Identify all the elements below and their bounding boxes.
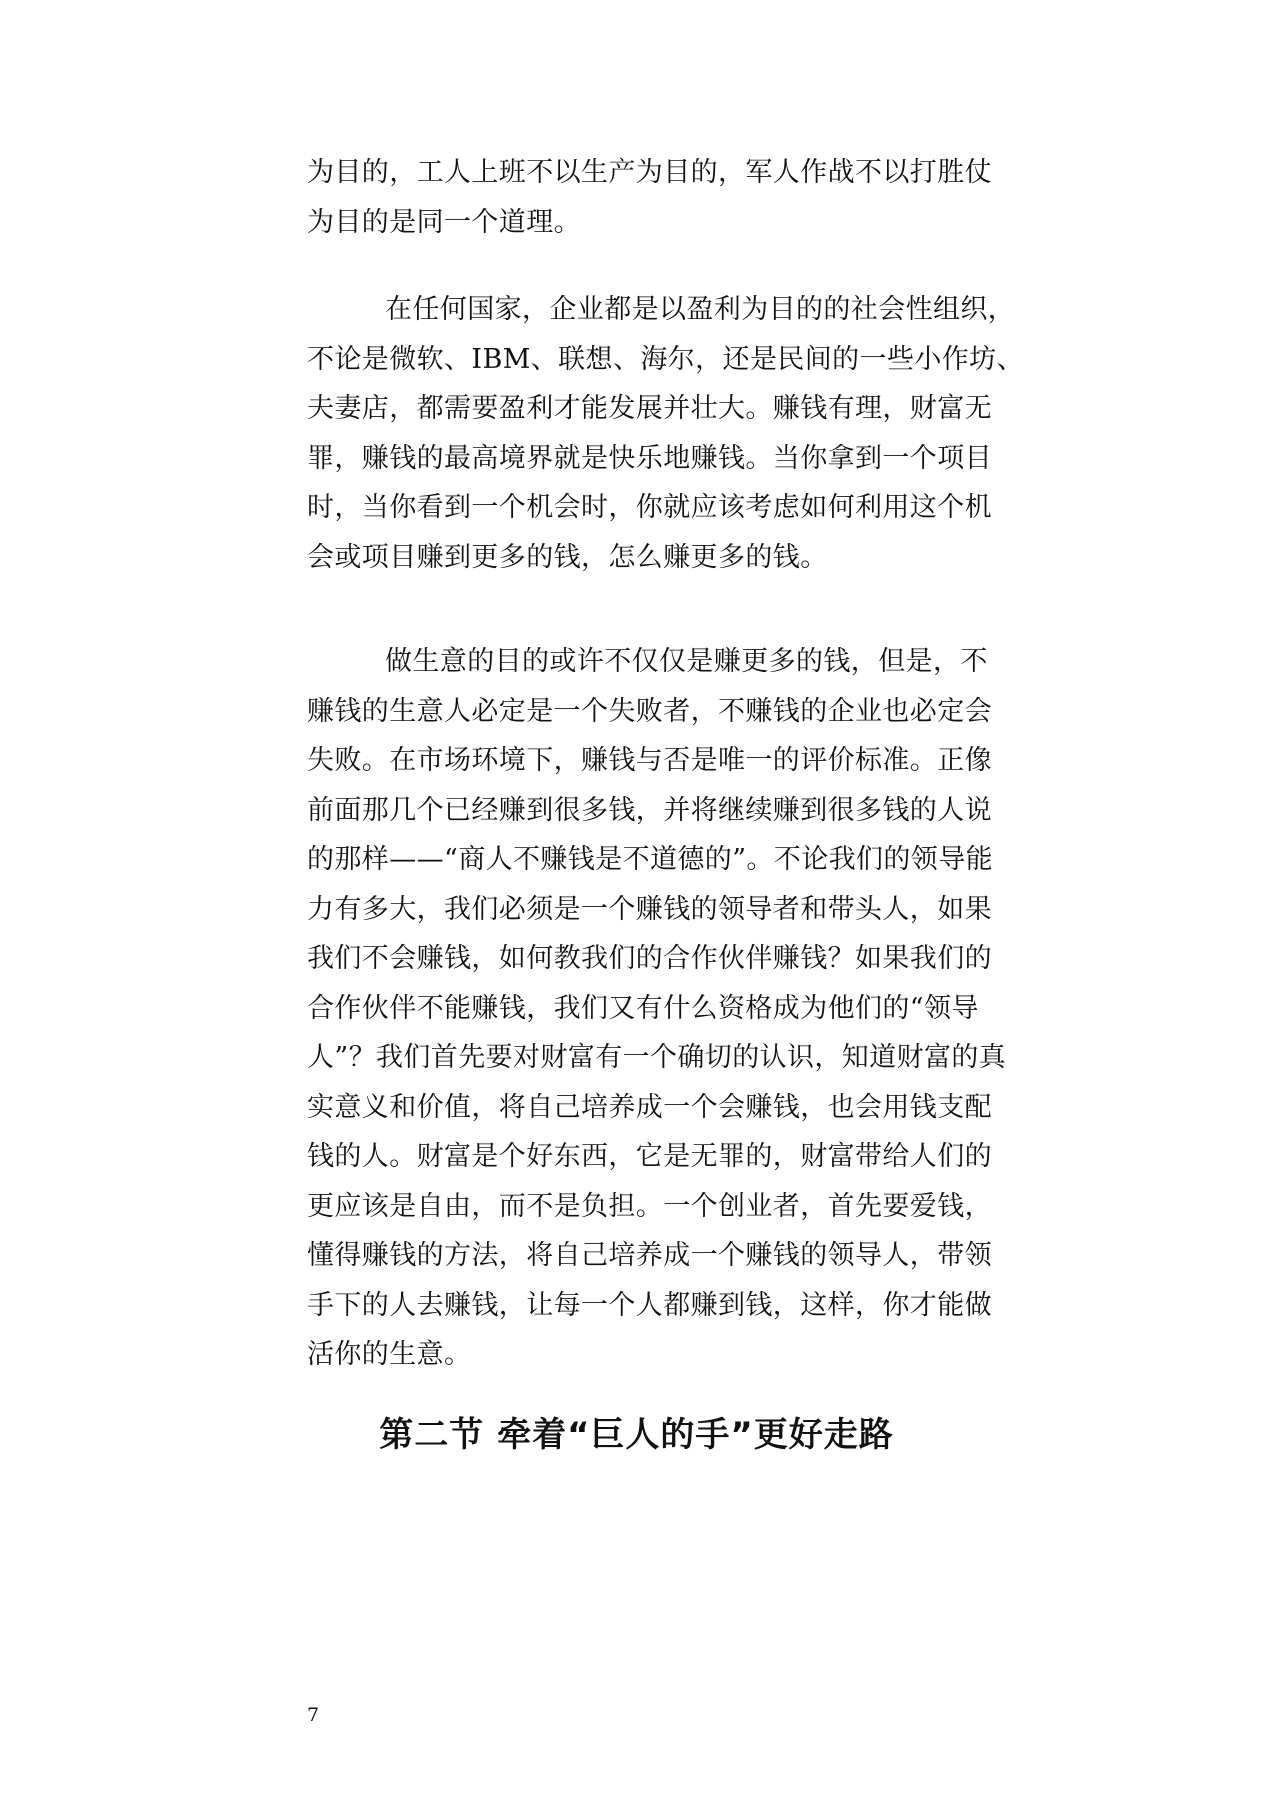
text-line: 懂得赚钱的方法，将自己培养成一个赚钱的领导人，带领: [307, 1240, 992, 1271]
text-line: 人”？我们首先要对财富有一个确切的认识，知道财富的真: [307, 1042, 1007, 1073]
text-line: 时，当你看到一个机会时，你就应该考虑如何利用这个机: [307, 492, 992, 523]
text-line: 的那样——“商人不赚钱是不道德的”。不论我们的领导能: [307, 844, 994, 875]
text-line: 为目的是同一个道理。: [307, 206, 581, 238]
text-line: 不论是微软、IBM、联想、海尔，还是民间的一些小作坊、: [307, 343, 1024, 375]
paragraph-enterprise-profit: [307, 285, 1024, 582]
text-line: 活你的生意。: [307, 1339, 472, 1370]
text-line: 为目的，工人上班不以生产为目的，军人作战不以打胜仗: [307, 157, 992, 188]
text-line: 前面那几个已经赚到很多钱，并将继续赚到很多钱的人说: [307, 794, 992, 826]
text-line: 手下的人去赚钱，让每一个人都赚到钱，这样，你才能做: [307, 1289, 992, 1321]
text-line: 我们不会赚钱，如何教我们的合作伙伴赚钱？如果我们的: [307, 943, 992, 974]
text-line: 力有多大，我们必须是一个赚钱的领导者和带头人，如果: [307, 893, 992, 925]
text-line: 会或项目赚到更多的钱，怎么赚更多的钱。: [307, 541, 828, 573]
paragraph-continuation: [307, 148, 992, 247]
text-line: 合作伙伴不能赚钱，我们又有什么资格成为他们的“领导: [307, 992, 979, 1024]
text-line: 失败。在市场环境下，赚钱与否是唯一的评价标准。正像: [307, 745, 992, 776]
text-line: 实意义和价值，将自己培养成一个会赚钱，也会用钱支配: [307, 1091, 992, 1123]
text-line: 在任何国家，企业都是以盈利为目的的社会性组织，: [385, 294, 1016, 325]
text-line: 夫妻店，都需要盈利才能发展并壮大。赚钱有理，财富无: [307, 393, 992, 424]
text-line: 钱的人。财富是个好东西，它是无罪的，财富带给人们的: [307, 1141, 992, 1172]
text-line: 做生意的目的或许不仅仅是赚更多的钱，但是，不: [385, 646, 988, 677]
section-heading: 第二节 牵着“巨人的手”更好走路: [379, 1415, 894, 1455]
paragraph-business-purpose: [307, 637, 1007, 1380]
page-number: 7: [307, 1704, 320, 1726]
text-line: 赚钱的生意人必定是一个失败者，不赚钱的企业也必定会: [307, 695, 992, 727]
text-line: 更应该是自由，而不是负担。一个创业者，首先要爱钱，: [307, 1190, 992, 1222]
text-line: 罪，赚钱的最高境界就是快乐地赚钱。当你拿到一个项目: [307, 442, 992, 474]
